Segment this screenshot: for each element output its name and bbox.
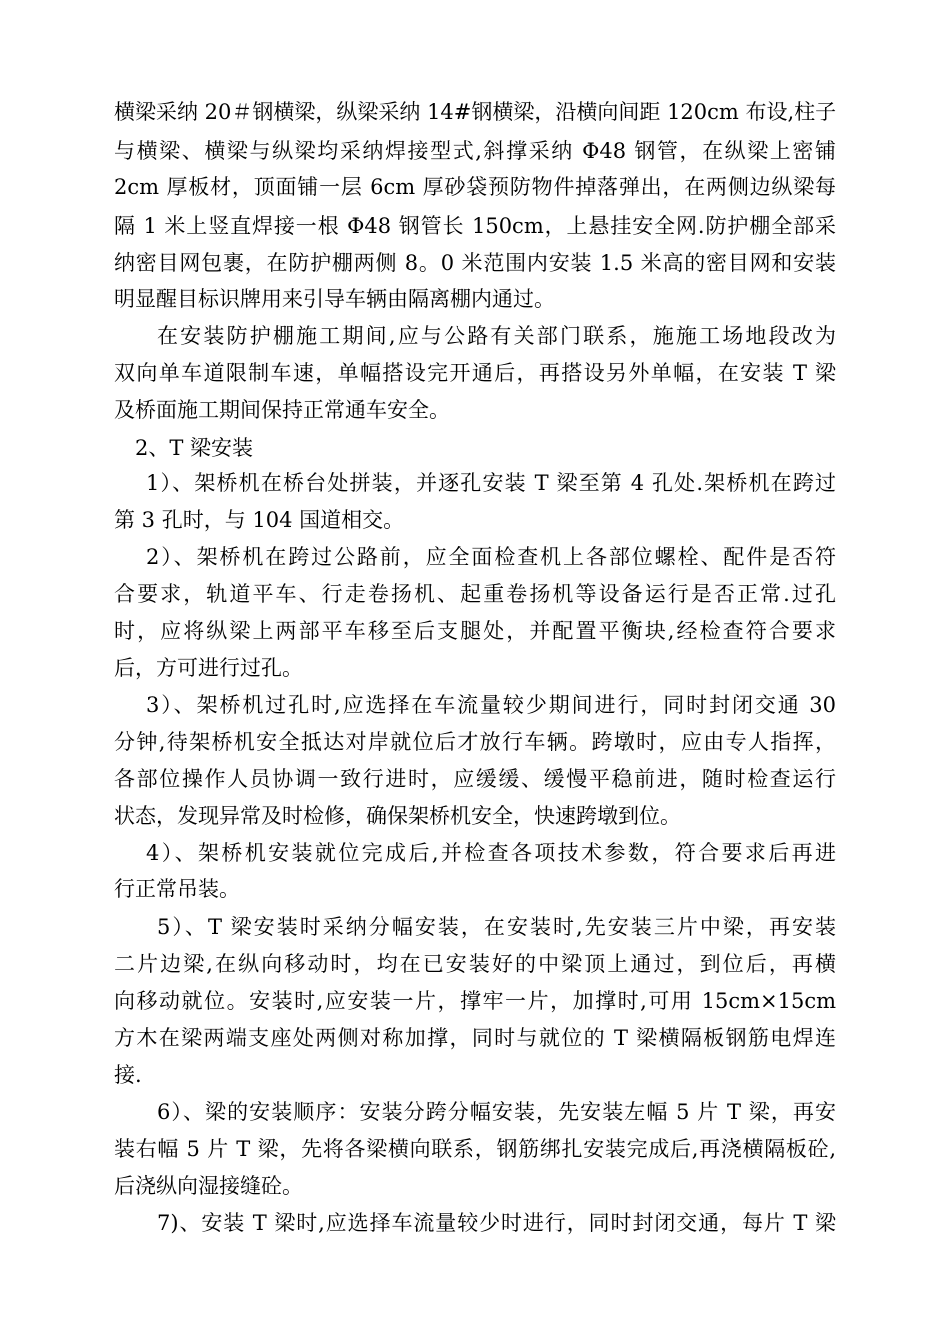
section-heading: 2、T 梁安装 (135, 436, 254, 460)
text-line: 2cm 厚板材，顶面铺一层 6cm 厚砂袋预防物件掉落弹出，在两侧边纵梁每 (114, 175, 836, 199)
list-item-first-line: 3）、架桥机过孔时,应选择在车流量较少期间进行，同时封闭交通 30 (146, 693, 836, 717)
text-line: 分钟,待架桥机安全抵达对岸就位后才放行车辆。跨墩时，应由专人指挥， (114, 730, 836, 754)
paragraph-first-line: 在安装防护棚施工期间,应与公路有关部门联系，施施工场地段改为 (157, 324, 836, 348)
text-line: 时，应将纵梁上两部平车移至后支腿处，并配置平衡块,经检查符合要求 (114, 619, 836, 643)
text-line: 后，方可进行过孔。 (114, 656, 303, 680)
text-line: 接. (114, 1063, 142, 1087)
text-line: 后浇纵向湿接缝砼。 (114, 1174, 303, 1198)
text-line: 行正常吊装。 (114, 877, 240, 901)
text-line: 第 3 孔时，与 104 国道相交。 (114, 508, 405, 532)
list-item-first-line: 4）、架桥机安装就位完成后,并检查各项技术参数，符合要求后再进 (146, 841, 836, 865)
text-line: 纳密目网包裹，在防护棚两侧 8。0 米范围内安装 1.5 米高的密目网和安装 (114, 251, 836, 275)
text-line: 隔 1 米上竖直焊接一根 Φ48 钢管长 150cm，上悬挂安全网.防护棚全部采 (114, 214, 836, 238)
text-line: 横梁采纳 20＃钢横梁，纵梁采纳 14#钢横梁，沿横向间距 120cm 布设,柱子 (114, 100, 837, 124)
text-line: 各部位操作人员协调一致行进时，应缓缓、缓慢平稳前进，随时检查运行 (114, 767, 836, 791)
text-line: 双向单车道限制车速，单幅搭设完开通后，再搭设另外单幅，在安装 T 梁 (114, 361, 836, 385)
text-line: 二片边梁,在纵向移动时，均在已安装好的中梁顶上通过，到位后，再横 (114, 952, 836, 976)
text-line: 向移动就位。安装时,应安装一片，撑牢一片，加撑时,可用 15cm×15cm (114, 989, 836, 1013)
text-line: 装右幅 5 片 T 梁，先将各梁横向联系，钢筋绑扎安装完成后,再浇横隔板砼, (114, 1137, 836, 1161)
list-item-first-line: 5）、T 梁安装时采纳分幅安装，在安装时,先安装三片中梁，再安装 (157, 915, 836, 939)
text-line: 明显醒目标识牌用来引导车辆由隔离棚内通过。 (114, 287, 555, 311)
list-item-first-line: 7)、安装 T 梁时,应选择车流量较少时进行，同时封闭交通，每片 T 梁 (157, 1211, 836, 1235)
text-line: 及桥面施工期间保持正常通车安全。 (114, 398, 450, 422)
text-line: 方木在梁两端支座处两侧对称加撑，同时与就位的 T 梁横隔板钢筋电焊连 (114, 1026, 836, 1050)
text-line: 合要求，轨道平车、行走卷扬机、起重卷扬机等设备运行是否正常.过孔 (114, 582, 836, 606)
text-line: 状态，发现异常及时检修，确保架桥机安全，快速跨墩到位。 (114, 804, 681, 828)
list-item-first-line: 1）、架桥机在桥台处拼装，并逐孔安装 T 梁至第 4 孔处.架桥机在跨过 (146, 471, 836, 495)
list-item-first-line: 2）、架桥机在跨过公路前，应全面检查机上各部位螺栓、配件是否符 (146, 545, 836, 569)
list-item-first-line: 6）、梁的安装顺序：安装分跨分幅安装，先安装左幅 5 片 T 梁，再安 (157, 1100, 836, 1124)
text-line: 与横梁、横梁与纵梁均采纳焊接型式,斜撑采纳 Φ48 钢管，在纵梁上密铺 (114, 139, 836, 163)
